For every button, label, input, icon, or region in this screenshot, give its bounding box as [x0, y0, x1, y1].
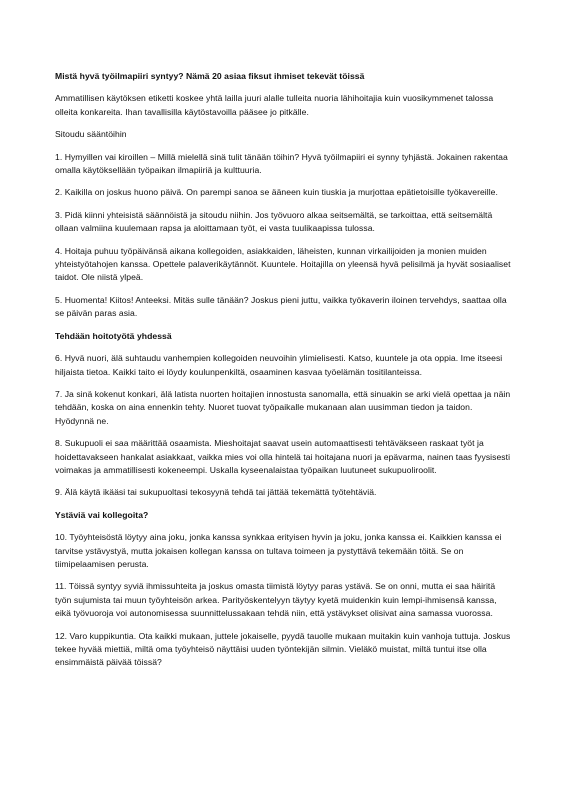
list-item-8: 8. Sukupuoli ei saa määrittää osaamista. Mieshoitajat saavat usein automaattisesti tehtäväkseen raskaat työt ja hoidettavakseen hankalat asiakkaat, vaikka mies voi olla hintelä tai hoitajana nuori ja epävarma, nainen taas fyysisesti voimakas ja ammatillisesti kokeneempi. Uskalla kyseenalaistaa työpaikan luutuneet sukupuoliroolit. [55, 438, 511, 475]
list-item-3: 3. Pidä kiinni yhteisistä säännöistä ja sitoudu niihin. Jos työvuoro alkaa seitsemältä, se tarkoittaa, että seitsemältä ollaan valmiina kuulemaan rapsa ja aloittamaan työt, ei vasta tuulikaapissa tulossa. [55, 209, 493, 234]
list-item-9: 9. Älä käytä ikääsi tai sukupuoltasi tekosyynä tehdä tai jättää tekemättä työtehtäviä. [55, 487, 377, 498]
intro-paragraph: Ammatillisen käytöksen etiketti koskee yhtä lailla juuri alalle tulleita nuoria lähihoitajia kuin vuosikymmenet talossa olleita konkareita. Ihan tavallisilla käytöstavoilla pääsee jo pitkälle. [55, 93, 494, 117]
list-item-6: 6. Hyvä nuori, älä suhtaudu vanhempien kollegoiden neuvoihin ylimielisesti. Katso, kuuntele ja ota oppia. Ime itseesi hiljaista tietoa. Kaikki taito ei löydy koulunpenkiltä, osaaminen kasvaa työelämän tositilanteissa. [55, 353, 503, 377]
list-item-7: 7. Ja sinä kokenut konkari, älä latista nuorten hoitajien innostusta sanomalla, että sinuakin se arki vielä opettaa ja näin tehdään, koska on aina ennenkin tehty. Nuoret tuovat työpaikalle mukanaan alan uusimman tiedon ja taidon. Hyödynnä ne. [55, 388, 511, 426]
list-item-10: 10. Työyhteisöstä löytyy aina joku, jonka kanssa synkkaa erityisen hyvin ja joku, jonka kanssa ei. Kaikkien kanssa ei tarvitse ystävystyä, mutta jokaisen kollegan kanssa on tultava toimeen ja pystyttävä tekemään töitä. Se on tiimipelaamisen perusta. [55, 532, 502, 569]
list-item-11: 11. Töissä syntyy syviä ihmissuhteita ja joskus omasta tiimistä löytyy paras ystävä. Se on onni, mutta ei saa häiritä työn sujumista tai muun työyhteisön arkea. Parityöskentelyyn täytyy kyetä muidenkin kuin lempi-ihmisensä kanssa, eikä työvuoroja voi autonomisessa suunnittelussakaan tehdä niin, että ystävykset olisivat aina samassa vuorossa. [55, 581, 497, 619]
section-heading-sitoudu: Sitoudu sääntöihin [55, 129, 127, 140]
list-item-12: 12. Varo kuppikuntia. Ota kaikki mukaan, juttele jokaiselle, pyydä tauolle mukaan muitakin kuin vanhoja tuttuja. Joskus tekee hyvää miettiä, miltä oma työyhteisö näyttäisi uuden työntekijän silmin. Vieläkö muistat, miltä tuntui itse olla ensimmäistä päivää töissä? [55, 630, 511, 668]
section-heading-hoitotyo: Tehdään hoitotyötä yhdessä [55, 330, 172, 341]
list-item-2: 2. Kaikilla on joskus huono päivä. On parempi sanoa se ääneen kuin tiuskia ja murjottaa epätietoisille työkavereille. [55, 187, 498, 198]
document-content [55, 70, 513, 679]
list-item-4: 4. Hoitaja puhuu työpäivänsä aikana kollegoiden, asiakkaiden, läheisten, kunnan virkailijoiden ja monien muiden yhteistyötahojen kanssa. Opettele palaverikäytännöt. Kuuntele. Hoitajilla on yleensä hyvä pelisilmä ja hyvät sosiaaliset taidot. Ole niistä ylpeä. [55, 245, 511, 283]
section-heading-ystavia: Ystäviä vai kollegoita? [55, 509, 149, 520]
document-title: Mistä hyvä työilmapiiri syntyy? Nämä 20 asiaa fiksut ihmiset tekevät töissä [55, 71, 365, 81]
list-item-5: 5. Huomenta! Kiitos! Anteeksi. Mitäs sulle tänään? Joskus pieni juttu, vaikka työkaverin iloinen tervehdys, saattaa olla se päivän paras asia. [55, 294, 507, 319]
list-item-1: 1. Hymyillen vai kiroillen – Millä mielellä sinä tulit tänään töihin? Hyvä työilmapiiri ei synny tyhjästä. Jokainen rakentaa omalla käytöksellään työpaikan ilmapiiriä ja kulttuuria. [55, 151, 508, 176]
